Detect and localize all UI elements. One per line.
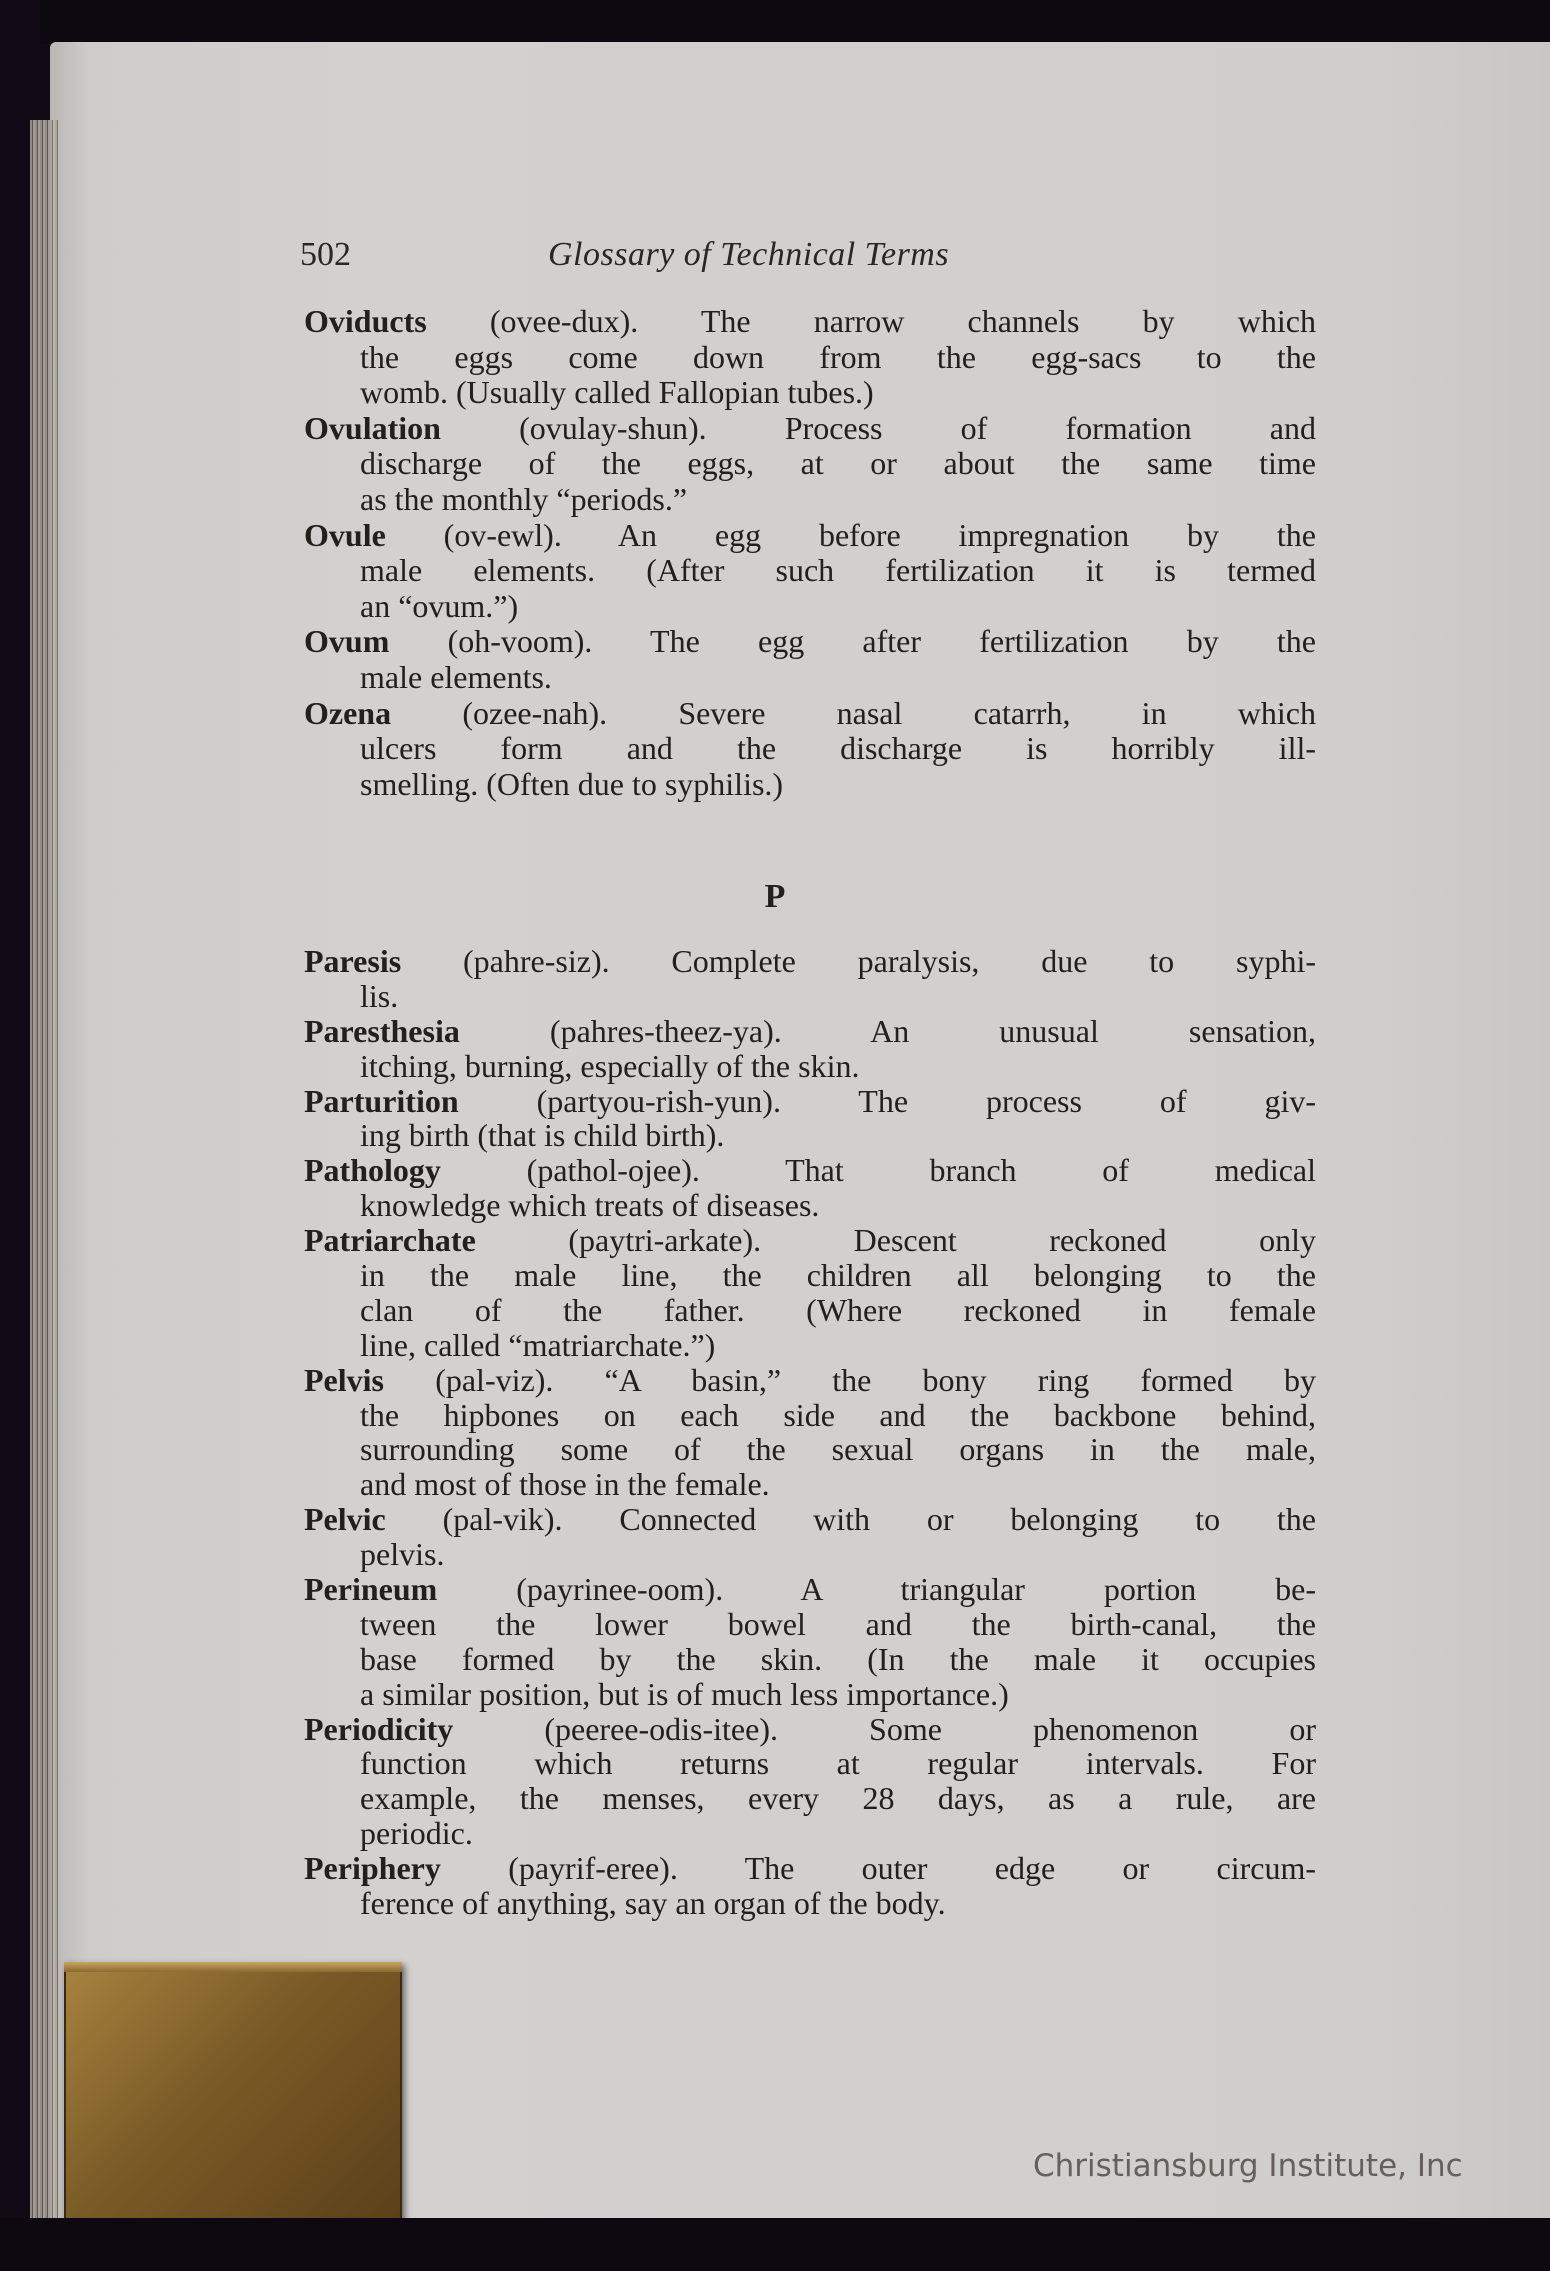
- entry-pronunciation-definition: (ozee-nah). Severe nasal catarrh, in which: [462, 694, 1316, 731]
- entry-continuation-line: discharge of the eggs, at or about the same time: [360, 445, 1316, 482]
- entry-pronunciation-definition: (pal-vik). Connected with or belonging to the: [442, 1501, 1317, 1538]
- entry-pronunciation-definition: (ovulay-shun). Process of formation and: [519, 409, 1317, 446]
- glossary-entry: [304, 1084, 1316, 1154]
- entry-term: Ovule: [304, 516, 386, 553]
- glossary-entry: [304, 1502, 1316, 1572]
- glossary-entry: [304, 1223, 1316, 1363]
- entry-term: Paresis: [304, 943, 402, 979]
- entry-continuation-line: the eggs come down from the egg-sacs to the: [360, 338, 1316, 375]
- glossary-entry: [304, 304, 1316, 411]
- entry-pronunciation-definition: (pahres-theez-ya). An unusual sensation,: [549, 1012, 1317, 1049]
- entry-continuation-line: pelvis.: [360, 1536, 445, 1573]
- entry-continuation-line: a similar position, but is of much less importance.): [360, 1675, 1009, 1712]
- entry-continuation-line: line, called “matriarchate.”): [360, 1326, 716, 1363]
- section-letter-heading: P: [764, 878, 786, 915]
- brass-page-weight: [64, 1962, 402, 2224]
- entry-term: Periphery: [304, 1850, 441, 1887]
- entry-line: [304, 696, 1316, 732]
- entry-term: Paresthesia: [304, 1012, 460, 1049]
- entry-term: Pelvis: [304, 1361, 384, 1398]
- entry-continuation-line: male elements. (After such fertilization it is termed: [360, 552, 1316, 589]
- glossary-entry: [304, 518, 1316, 625]
- entry-line: [304, 624, 1316, 660]
- entry-line: [304, 1223, 1316, 1258]
- entry-continuation-line: the hipbones on each side and the backbone behind,: [360, 1396, 1316, 1433]
- entry-continuation-line: itching, burning, especially of the skin.: [360, 1047, 860, 1084]
- entry-pronunciation-definition: (pathol-ojee). That branch of medical: [526, 1152, 1317, 1189]
- entry-term: Ovulation: [304, 409, 441, 446]
- entry-continuation-line: ing birth (that is child birth).: [360, 1117, 725, 1154]
- entry-continuation-line: surrounding some of the sexual organs in the male,: [360, 1431, 1316, 1468]
- entry-term: Parturition: [304, 1082, 459, 1119]
- glossary-entry: [304, 1712, 1316, 1852]
- background-bottom: [0, 2218, 1550, 2271]
- entry-line: [304, 518, 1316, 554]
- entry-continuation-line: male elements.: [360, 658, 552, 695]
- glossary-entries-o: [304, 304, 1316, 802]
- entry-continuation-line: in the male line, the children all belonging to the: [360, 1257, 1316, 1294]
- background-top: [40, 0, 1550, 44]
- page-number: 502: [300, 236, 351, 273]
- entry-line: [304, 944, 1316, 979]
- entry-continuation-line: and most of those in the female.: [360, 1466, 770, 1503]
- glossary-entry: [304, 944, 1316, 1014]
- page-edges: [30, 120, 58, 2220]
- entry-line: [304, 1014, 1316, 1049]
- entry-line: [304, 1084, 1316, 1119]
- entry-continuation-line: periodic.: [360, 1815, 473, 1852]
- entry-continuation-line: function which returns at regular intervals. For: [360, 1745, 1316, 1782]
- glossary-entry: [304, 624, 1316, 695]
- entry-continuation-line: smelling. (Often due to syphilis.): [360, 765, 784, 802]
- entry-line: [304, 304, 1316, 340]
- entry-line: [304, 1851, 1316, 1886]
- glossary-entry: [304, 411, 1316, 518]
- entry-line: [304, 1572, 1316, 1607]
- entry-continuation-line: as the monthly “periods.”: [360, 480, 688, 517]
- entry-continuation-line: tween the lower bowel and the birth-canal, the: [360, 1605, 1316, 1642]
- entry-term: Periodicity: [304, 1710, 454, 1747]
- glossary-entries-p: [304, 944, 1316, 1921]
- entry-continuation-line: example, the menses, every 28 days, as a rule, are: [360, 1780, 1316, 1817]
- entry-pronunciation-definition: (peeree-odis-itee). Some phenomenon or: [544, 1710, 1316, 1747]
- running-title: Glossary of Technical Terms: [548, 236, 950, 273]
- entry-pronunciation-definition: (oh-voom). The egg after fertilization by the: [447, 623, 1317, 660]
- entry-continuation-line: womb. (Usually called Fallopian tubes.): [360, 374, 874, 411]
- entry-continuation-line: ference of anything, say an organ of the body.: [360, 1885, 946, 1922]
- entry-term: Oviducts: [304, 303, 427, 339]
- entry-pronunciation-definition: (pahre-siz). Complete paralysis, due to syphi-: [463, 943, 1317, 979]
- entry-pronunciation-definition: (pal-viz). “A basin,” the bony ring formed by: [435, 1361, 1317, 1398]
- entry-term: Ovum: [304, 623, 390, 660]
- entry-continuation-line: lis.: [360, 977, 399, 1014]
- glossary-entry: [304, 1572, 1316, 1712]
- entry-term: Perineum: [304, 1571, 438, 1608]
- entry-term: Ozena: [304, 694, 392, 731]
- entry-continuation-line: ulcers form and the discharge is horribly ill-: [360, 730, 1316, 767]
- glossary-entry: [304, 1153, 1316, 1223]
- glossary-entry: [304, 696, 1316, 803]
- entry-continuation-line: clan of the father. (Where reckoned in female: [360, 1291, 1316, 1328]
- entry-line: [304, 411, 1316, 447]
- watermark: Christiansburg Institute, Inc: [1033, 2148, 1463, 2184]
- entry-line: [304, 1502, 1316, 1537]
- entry-continuation-line: an “ovum.”): [360, 587, 519, 624]
- entry-pronunciation-definition: (paytri-arkate). Descent reckoned only: [568, 1222, 1317, 1259]
- entry-term: Patriarchate: [304, 1222, 476, 1259]
- glossary-entry: [304, 1014, 1316, 1084]
- entry-line: [304, 1712, 1316, 1747]
- entry-pronunciation-definition: (ovee-dux). The narrow channels by which: [489, 303, 1317, 339]
- entry-pronunciation-definition: (payrinee-oom). A triangular portion be-: [516, 1571, 1317, 1608]
- entry-continuation-line: base formed by the skin. (In the male it occupies: [360, 1640, 1316, 1677]
- entry-term: Pelvic: [304, 1501, 386, 1538]
- entry-pronunciation-definition: (partyou-rish-yun). The process of giv-: [536, 1082, 1317, 1119]
- entry-pronunciation-definition: (payrif-eree). The outer edge or circum-: [508, 1850, 1317, 1887]
- entry-line: [304, 1153, 1316, 1188]
- entry-line: [304, 1363, 1316, 1398]
- entry-pronunciation-definition: (ov-ewl). An egg before impregnation by the: [443, 516, 1317, 553]
- glossary-entry: [304, 1851, 1316, 1921]
- entry-continuation-line: knowledge which treats of diseases.: [360, 1187, 820, 1224]
- glossary-entry: [304, 1363, 1316, 1503]
- entry-term: Pathology: [304, 1152, 441, 1189]
